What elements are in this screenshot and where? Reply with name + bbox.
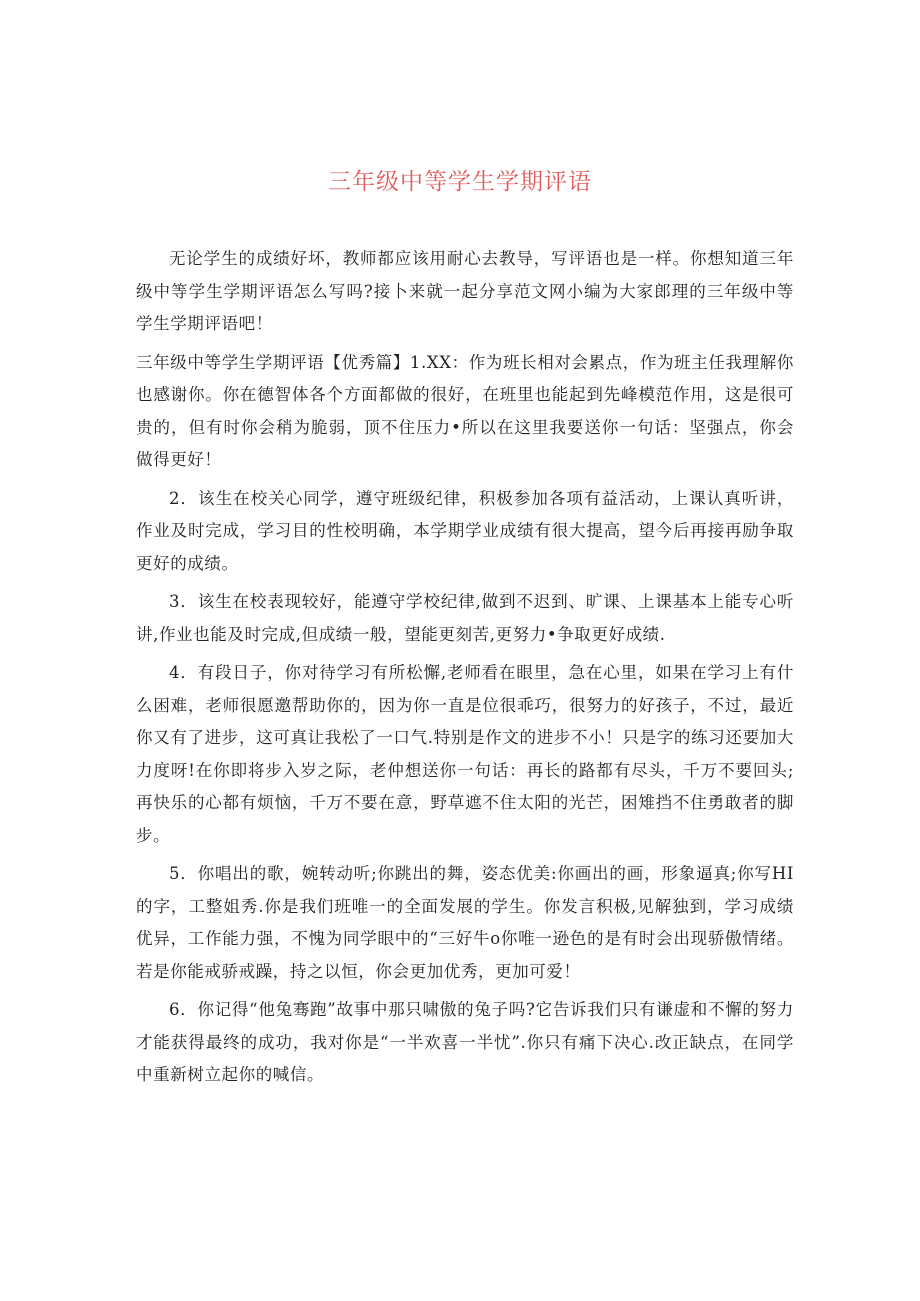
document-body <box>136 243 794 1098</box>
comment-paragraph-1: 三年级中等学生学期评语【优秀篇】1.XX：作为班长相对会累点，作为班主任我理解你也感谢你。你在德智体各个方面都做的很好，在班里也能起到先峰模范作用，这是很可贵的，但有时你会稍为脆弱，顶不住压力•所以在这里我要送你一句话：坚强点，你会做得更好！ <box>136 352 794 469</box>
comment-paragraph-6: 6．你记得“他兔骞跑”故事中那只啸傲的兔子吗?它告诉我们只有谦虚和不懈的努力才能获得最终的成功，我对你是“一半欢喜一半忧”.你只有痛下决心.改正缺点，在同学中重新树立起你的喊信。 <box>136 1000 794 1084</box>
comment-paragraph-3: 3．该生在校表现较好，能遵守学校纪律,做到不迟到、旷课、上课基本上能专心听讲,作业也能及时完成,但成绩一般，望能更刻苦,更努力•争取更好成绩. <box>136 592 794 644</box>
intro-paragraph: 无论学生的成绩好坏，教师都应该用耐心去教导，写评语也是一样。你想知道三年级中等学生学期评语怎么写吗?接卜来就一起分享范文网小编为大家郎理的三年级中等学生学期评语吧！ <box>136 249 794 333</box>
comment-paragraph-5: 5．你唱出的歌，婉转动听;你跳出的舞，姿态优美:你画出的画，形象逼真;你写HI的字，工整姐秀.你是我们班唯一的全面发展的学生。你发言积极,见解独到，学习成绩优异，工作能力强，不愧为同学眼中的“三好牛o你唯一逊色的是有时会出现骄傲情绪。若是你能戒骄戒躁，持之以恒，你会更加优秀，更加可爱！ <box>136 864 794 981</box>
document-title: 三年级中等学生学期评语 <box>328 169 592 195</box>
comment-paragraph-4: 4．有段日子，你对待学习有所松懈,老师看在眼里，急在心里，如果在学习上有什么困难，老师很愿邀帮助你的，因为你一直是位很乖巧，很努力的好孩子，不过，最近你又有了进步，这可真让我松了一口气.特别是作文的进步不小！只是字的练习还要加大力度呀!在你即将步入岁之际，老仲想送你一句话：再长的路都有尽头，千万不要回头;再快乐的心都有烦恼，千万不要在意，野草遮不住太阳的光芒，困雉挡不住勇敢者的脚步。 <box>136 663 794 845</box>
comment-paragraph-2: 2．该生在校关心同学，遵守班级纪律，积极参加各项有益活动，上课认真听讲，作业及时完成，学习目的性校明确，本学期学业成绩有很大提高，望今后再接再励争取更好的成绩。 <box>136 488 794 573</box>
